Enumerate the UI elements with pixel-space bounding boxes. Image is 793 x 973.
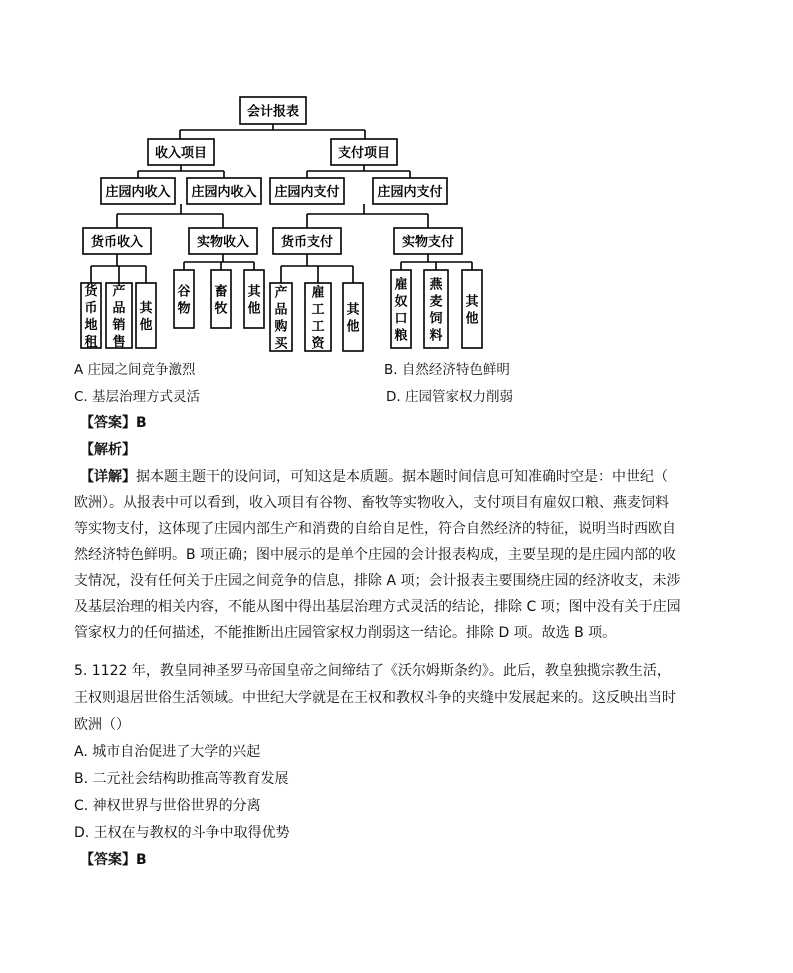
box-leaf-7 [270, 283, 292, 352]
box-leaf-5 [211, 270, 231, 328]
svg-text:麦: 麦 [429, 294, 443, 310]
box-leaf-12 [462, 270, 482, 348]
svg-text:买: 买 [274, 336, 288, 352]
q4-detail-line-4: 然经济特色鲜明。B 项正确；图中展示的是单个庄园的会计报表构成，主要呈现的是庄园内部的收 [74, 547, 677, 563]
connector-income [138, 165, 224, 178]
box-manor-income-1 [101, 178, 175, 204]
connector-kind-income [184, 254, 254, 270]
svg-text:谷: 谷 [177, 284, 191, 300]
connector-manor-expense [307, 204, 428, 228]
q5-stem-line-1: 5. 1122 年，教皇同神圣罗马帝国皇帝之间缔结了《沃尔姆斯条约》。此后，教皇独揽宗教生活， [74, 663, 671, 679]
q5-stem-line-2: 王权则退居世俗生活领域。中世纪大学就是在王权和教权斗争的夹缝中发展起来的。这反映出当时 [74, 690, 676, 706]
box-leaf-10 [391, 270, 411, 348]
q5-option-c: C. 神权世界与世俗世界的分离 [74, 798, 261, 814]
box-manor-income-2 [187, 178, 261, 204]
box-leaf-6 [244, 270, 264, 328]
svg-text:他: 他 [465, 311, 479, 327]
svg-text:产: 产 [112, 284, 126, 299]
box-manor-expense-2 [373, 178, 447, 204]
svg-text:货: 货 [84, 284, 98, 299]
svg-text:畜: 畜 [214, 284, 228, 300]
box-leaf-3 [136, 283, 156, 348]
svg-text:庄园内支付: 庄园内支付 [274, 185, 340, 200]
svg-text:支付项目: 支付项目 [337, 146, 391, 161]
svg-text:收入项目: 收入项目 [154, 146, 208, 161]
q5-option-b: B. 二元社会结构助推高等教育发展 [74, 771, 289, 787]
box-kind-income [189, 228, 257, 254]
q4-detail-line-6: 及基层治理的相关内容，不能从图中得出基层治理方式灵活的结论，排除 C 项；图中没有关于庄园 [74, 599, 681, 615]
svg-text:粮: 粮 [394, 328, 408, 344]
svg-text:产: 产 [274, 285, 288, 301]
box-root [240, 97, 306, 124]
svg-text:地: 地 [84, 318, 98, 333]
q4-detail-line-5: 支情况，没有任何关于庄园之间竞争的信息，排除 A 项；会计报表主要围绕庄园的经济收支，未涉 [74, 573, 681, 589]
accounting-report-diagram [0, 0, 793, 360]
q4-detail-line-7: 管家权力的任何描述，不能推断出庄园管家权力削弱这一结论。排除 D 项。故选 B 项。 [74, 625, 617, 641]
svg-text:工: 工 [311, 302, 325, 318]
svg-text:他: 他 [247, 301, 261, 317]
q4-detail-line-3: 等实物支付，这体现了庄园内部生产和消费的自给自足性，符合自然经济的特征，说明当时西欧自 [74, 521, 676, 537]
svg-text:他: 他 [346, 319, 360, 335]
box-leaf-8 [305, 283, 331, 352]
box-income-items [148, 139, 214, 165]
svg-text:购: 购 [274, 319, 288, 335]
diagram-boxes [81, 97, 482, 352]
svg-text:会计报表: 会计报表 [246, 104, 300, 120]
connector-root [180, 124, 365, 139]
q4-detail-line-1: 【详解】据本题主题干的设问词，可知这是本质题。据本题时间信息可知准确时空是：中世纪（ [80, 469, 668, 485]
svg-text:物: 物 [177, 301, 191, 317]
q4-option-c: C. 基层治理方式灵活 [74, 389, 201, 405]
q5-stem-line-3: 欧洲（） [74, 717, 130, 733]
box-expense-items [331, 139, 397, 165]
svg-text:其: 其 [139, 301, 153, 316]
box-leaf-2 [106, 283, 132, 350]
box-leaf-9 [343, 283, 363, 351]
svg-text:饲: 饲 [429, 311, 443, 327]
q4-answer: 【答案】B [80, 415, 147, 431]
svg-text:他: 他 [139, 318, 153, 333]
q5-answer: 【答案】B [80, 852, 147, 868]
connector-expense [307, 165, 410, 178]
svg-text:庄园内收入: 庄园内收入 [191, 185, 257, 200]
svg-text:庄园内支付: 庄园内支付 [377, 185, 443, 200]
svg-text:实物收入: 实物收入 [196, 235, 250, 250]
box-kind-expense [394, 228, 462, 254]
svg-text:币: 币 [84, 301, 98, 316]
connector-kind-expense [401, 254, 472, 270]
svg-text:庄园内收入: 庄园内收入 [105, 185, 171, 200]
box-leaf-4 [174, 270, 194, 328]
box-manor-expense-1 [270, 178, 344, 204]
box-leaf-11 [424, 270, 448, 348]
svg-text:货币收入: 货币收入 [90, 235, 144, 250]
box-money-income [83, 228, 151, 254]
q5-option-a: A. 城市自治促进了大学的兴起 [74, 744, 261, 760]
svg-text:料: 料 [429, 328, 443, 344]
svg-text:销: 销 [112, 318, 126, 333]
svg-text:资: 资 [311, 336, 325, 352]
svg-text:其: 其 [465, 294, 479, 310]
svg-text:口: 口 [394, 311, 408, 327]
svg-text:品: 品 [112, 301, 126, 316]
q4-option-b: B. 自然经济特色鲜明 [384, 362, 510, 378]
box-leaf-1 [81, 283, 101, 350]
svg-text:雇: 雇 [311, 285, 325, 301]
svg-text:工: 工 [311, 319, 325, 335]
svg-text:牧: 牧 [214, 301, 228, 317]
svg-text:品: 品 [274, 302, 288, 318]
svg-text:其: 其 [346, 302, 360, 318]
svg-text:实物支付: 实物支付 [401, 235, 455, 250]
svg-text:货币支付: 货币支付 [280, 235, 334, 250]
box-money-expense [273, 228, 341, 254]
q4-detail-line-2: 欧洲）。从报表中可以看到，收入项目有谷物、畜牧等实物收入，支付项目有雇奴口粮、燕麦饲料 [74, 495, 669, 511]
q4-option-d: D. 庄园管家权力削弱 [386, 389, 513, 405]
q4-analysis-label: 【解析】 [80, 442, 136, 458]
svg-text:奴: 奴 [394, 294, 408, 310]
svg-text:燕: 燕 [429, 277, 443, 293]
connector-money-expense [281, 254, 353, 283]
svg-text:其: 其 [247, 284, 261, 300]
q4-option-a: A 庄园之间竞争激烈 [74, 362, 196, 378]
connector-money-income [91, 254, 146, 283]
svg-text:雇: 雇 [394, 277, 408, 293]
connector-manor-income [117, 204, 223, 228]
svg-text:售: 售 [112, 335, 126, 350]
svg-text:租: 租 [84, 335, 98, 350]
q5-option-d: D. 王权在与教权的斗争中取得优势 [74, 825, 290, 841]
